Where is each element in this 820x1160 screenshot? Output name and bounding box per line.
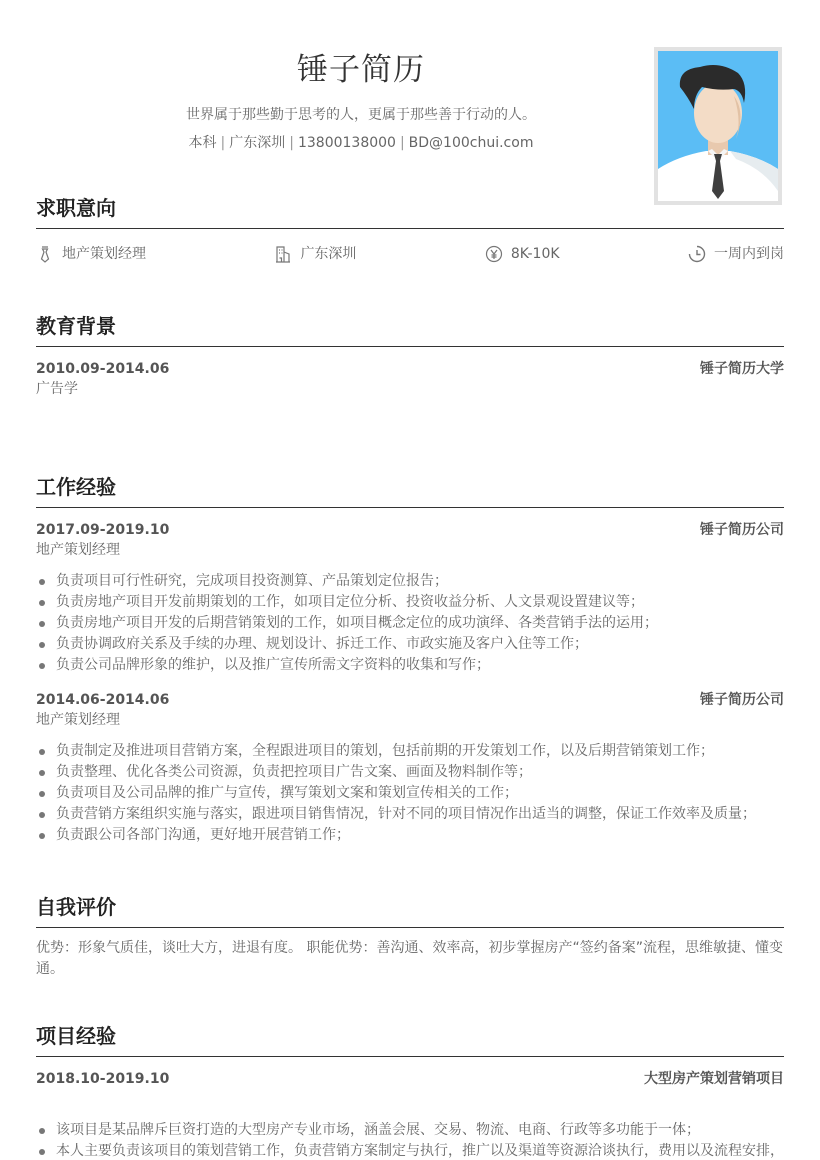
project-entry — [36, 1069, 784, 1160]
major: 广告学 — [36, 381, 78, 397]
project-name: 大型房产策划营销项目 — [644, 1071, 784, 1087]
intent-salary: 8K-10K — [485, 243, 560, 265]
list-item: 本人主要负责该项目的策划营销工作，负责营销方案制定与执行，推广以及渠道等资源洽谈执行，费用以及流程安排， — [36, 1141, 784, 1160]
resume-header — [36, 48, 686, 154]
job-role: 地产策划经理 — [36, 542, 120, 558]
work-entry — [36, 690, 784, 846]
separator: | — [220, 135, 226, 151]
email: BD@100chui.com — [408, 135, 534, 151]
work-period: 2014.06-2014.06 — [36, 692, 170, 708]
education-period: 2010.09-2014.06 — [36, 361, 170, 377]
section-education — [36, 312, 784, 400]
section-self-evaluation — [36, 893, 784, 980]
list-item: 负责项目及公司品牌的推广与宣传，撰写策划文案和策划宣传相关的工作； — [36, 783, 784, 804]
clock-icon — [688, 245, 706, 263]
company-name: 锤子简历公司 — [700, 692, 784, 708]
job-role: 地产策划经理 — [36, 712, 120, 728]
list-item: 负责房地产项目开发的后期营销策划的工作，如项目概念定位的成功演绎、各类营销手法的运用； — [36, 613, 784, 634]
intent-row — [36, 243, 784, 265]
phone: 13800138000 — [297, 135, 396, 151]
project-list — [36, 1120, 784, 1160]
list-item: 负责项目可行性研究，完成项目投资测算、产品策划定位报告； — [36, 571, 784, 592]
list-item: 负责整理、优化各类公司资源，负责把控项目广告文案、画面及物料制作等； — [36, 762, 784, 783]
location: 广东深圳 — [229, 135, 286, 151]
separator: | — [399, 135, 405, 151]
section-title: 自我评价 — [36, 893, 784, 928]
profile-photo — [654, 47, 782, 205]
degree: 本科 — [188, 135, 217, 151]
section-title: 教育背景 — [36, 312, 784, 347]
company-name: 锤子简历公司 — [700, 522, 784, 538]
education-entry — [36, 359, 784, 400]
self-evaluation-text: 优势：形象气质佳，谈吐大方，进退有度。 职能优势：善沟通、效率高，初步掌握房产“签约备案”流程，思维敏捷、懂变通。 — [36, 940, 783, 977]
yen-icon — [485, 245, 503, 263]
work-entry — [36, 520, 784, 676]
list-item: 负责房地产项目开发前期策划的工作，如项目定位分析、投资收益分析、人文景观设置建议等； — [36, 592, 784, 613]
contact-line — [36, 132, 686, 154]
intent-position: 地产策划经理 — [36, 243, 146, 265]
section-title: 项目经验 — [36, 1022, 784, 1057]
avatar-icon — [658, 51, 778, 201]
building-icon — [274, 245, 292, 263]
tie-icon — [36, 245, 54, 263]
work-period: 2017.09-2019.10 — [36, 522, 170, 538]
list-item: 该项目是某品牌斥巨资打造的大型房产专业市场，涵盖会展、交易、物流、电商、行政等多功能于一体； — [36, 1120, 784, 1141]
list-item: 负责公司品牌形象的维护，以及推广宣传所需文字资料的收集和写作； — [36, 655, 784, 676]
section-job-intent — [36, 194, 784, 265]
duty-list — [36, 741, 784, 846]
project-period: 2018.10-2019.10 — [36, 1071, 170, 1087]
list-item: 负责制定及推进项目营销方案，全程跟进项目的策划，包括前期的开发策划工作，以及后期营销策划工作； — [36, 741, 784, 762]
list-item: 负责营销方案组织实施与落实，跟进项目销售情况，针对不同的项目情况作出适当的调整，保证工作效率及质量； — [36, 804, 784, 825]
section-projects — [36, 1022, 784, 1160]
intent-availability: 一周内到岗 — [688, 243, 784, 265]
section-work — [36, 473, 784, 846]
separator: | — [289, 135, 294, 151]
intent-city: 广东深圳 — [274, 243, 356, 265]
section-title: 工作经验 — [36, 473, 784, 508]
section-title: 求职意向 — [36, 194, 784, 229]
duty-list — [36, 571, 784, 676]
list-item: 负责跟公司各部门沟通，更好地开展营销工作； — [36, 825, 784, 846]
list-item: 负责协调政府关系及手续的办理、规划设计、拆迁工作、市政实施及客户入住等工作； — [36, 634, 784, 655]
motto: 世界属于那些勤于思考的人，更属于那些善于行动的人。 — [186, 107, 536, 123]
school-name: 锤子简历大学 — [700, 361, 784, 377]
candidate-name: 锤子简历 — [297, 52, 425, 88]
